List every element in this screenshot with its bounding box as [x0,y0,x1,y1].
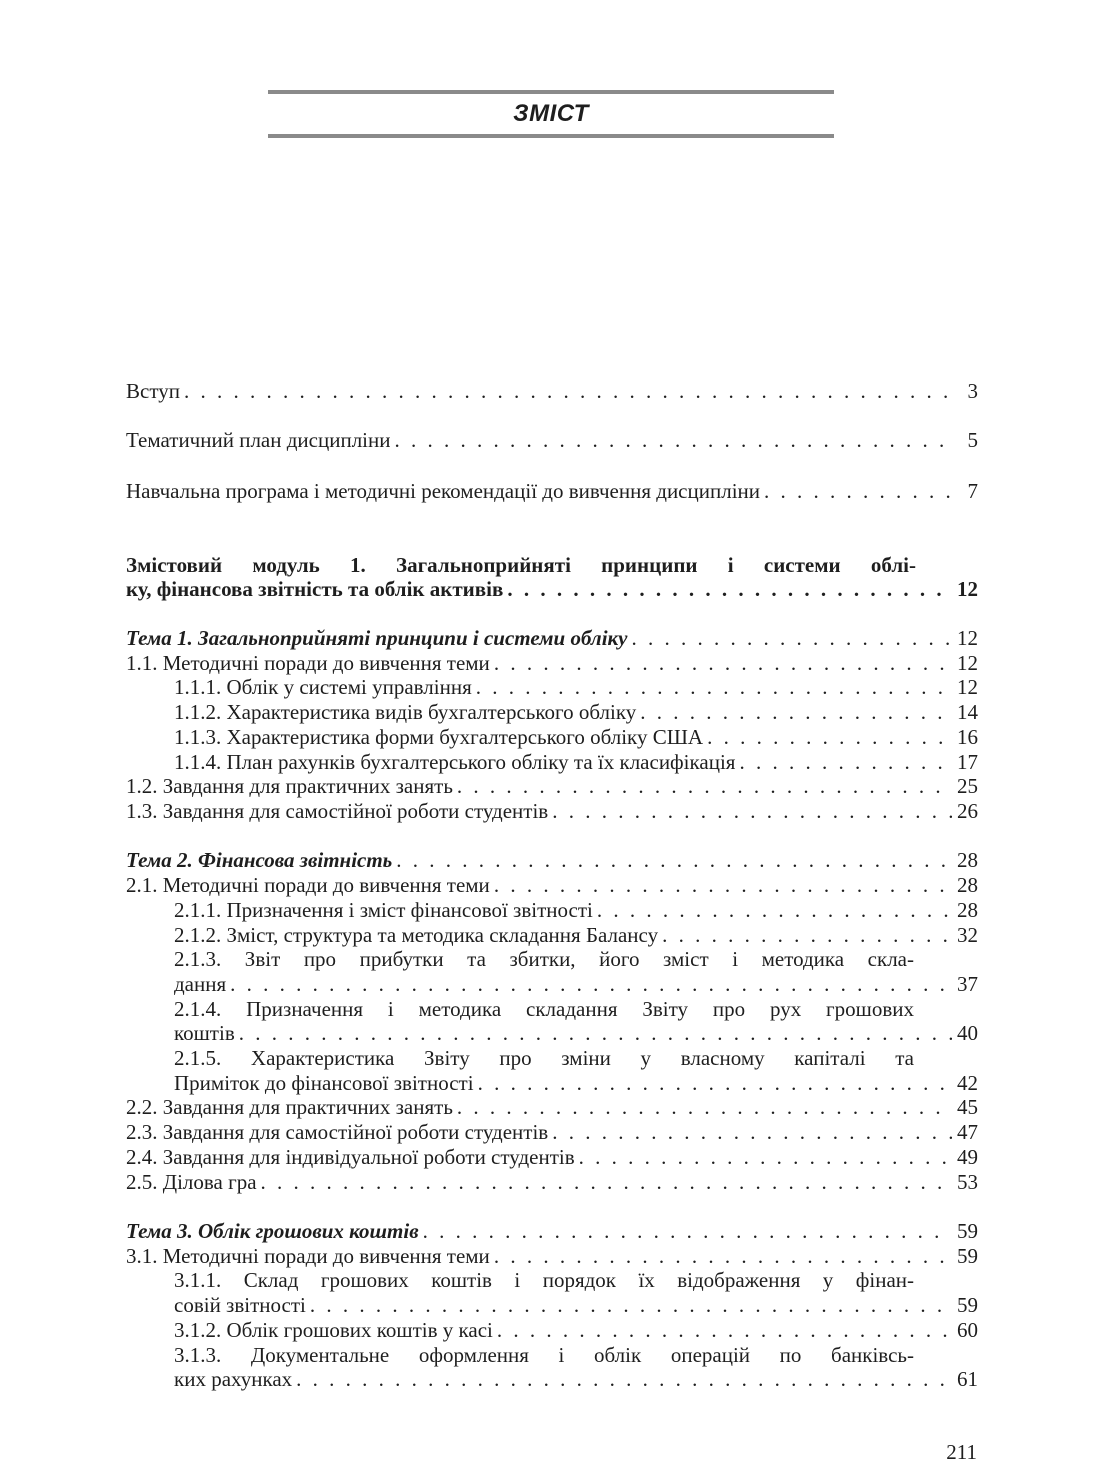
leader-dots [494,651,952,675]
toc-entry-text: 3.1. Методичні поради до вивчення теми [126,1244,490,1268]
toc-page: 14 [957,700,978,724]
toc-page: 12 [957,651,978,675]
toc-entry-text: 1.2. Завдання для практичних занять [126,774,453,798]
toc-page: 28 [957,848,978,872]
toc-page: 40 [957,1021,978,1045]
toc-entry[interactable] [174,1367,978,1391]
toc-page: 25 [957,774,978,798]
toc-entry-text: Навчальна програма і методичні рекомендації до вивчення дисципліни [126,479,761,503]
toc-entry-text: Вступ [126,379,180,403]
toc-entry-text: ких рахунках [174,1367,293,1391]
toc-entry-text: Тема 1. Загальноприйняті принципи і системи обліку [126,626,628,650]
toc-entry-text: 1.1.1. Облік у системі управління [174,675,472,699]
leader-dots [261,1170,952,1194]
toc-page: 47 [957,1120,978,1144]
toc-entry-text: Тема 2. Фінансова звітність [126,848,393,872]
toc-page: 26 [957,799,978,823]
toc-page: 60 [957,1318,978,1342]
leader-dots [395,428,953,452]
leader-dots [497,1318,952,1342]
toc-page: 5 [967,428,978,452]
toc-entry[interactable] [174,923,978,947]
toc-entry-text: 2.1.1. Призначення і зміст фінансової звітності [174,898,593,922]
module-heading-line1: Змістовий модуль 1. Загальноприйняті принципи і системи облі- [126,553,916,577]
toc-page: 28 [957,898,978,922]
toc-entry[interactable] [126,873,978,897]
toc-entry-line1: 2.1.3. Звіт про прибутки та збитки, його зміст і методика скла- [174,947,914,971]
toc-entry-line1: 3.1.3. Документальне оформлення і облік операцій по банківсь- [174,1343,914,1367]
toc-page: 45 [957,1095,978,1119]
toc-entry-text: 2.4. Завдання для індивідуальної роботи студентів [126,1145,575,1169]
leader-dots [739,750,952,774]
toc-page: 12 [957,675,978,699]
toc-entry[interactable] [174,1318,978,1342]
toc-page: 59 [957,1219,978,1243]
toc-entry[interactable] [174,898,978,922]
toc-page: 16 [957,725,978,749]
toc-entry-topic-2[interactable] [126,848,978,872]
toc-entry[interactable] [174,972,978,996]
toc-entry-text: 1.1. Методичні поради до вивчення теми [126,651,490,675]
toc-entry-text: 2.2. Завдання для практичних занять [126,1095,453,1119]
leader-dots [457,1095,952,1119]
bottom-rule [268,134,834,138]
toc-entry-program[interactable] [126,479,978,503]
contents-header [268,90,834,138]
leader-dots [494,873,952,897]
toc-entry-line1: 2.1.5. Характеристика Звіту про зміни у власному капіталі та [174,1046,914,1070]
toc-page: 12 [957,577,978,601]
toc-entry-line1: 3.1.1. Склад грошових коштів і порядок їх відображення у фінан- [174,1268,914,1292]
toc-entry-intro[interactable] [126,379,978,403]
toc-entry-text: 1.1.2. Характеристика видів бухгалтерського обліку [174,700,637,724]
toc-entry-topic-1[interactable] [126,626,978,650]
toc-entry[interactable] [126,651,978,675]
toc-entry-plan[interactable] [126,428,978,452]
leader-dots [597,898,952,922]
toc-page: 12 [957,626,978,650]
toc-entry[interactable] [174,1293,978,1317]
toc-entry-text: Тематичний план дисципліни [126,428,391,452]
toc-page: 32 [957,923,978,947]
toc-entry-module[interactable] [126,577,978,601]
toc-entry[interactable] [174,700,978,724]
toc-entry-line1: 2.1.4. Призначення і методика складання Звіту про рух грошових [174,997,914,1021]
toc-page: 49 [957,1145,978,1169]
leader-dots [476,675,952,699]
leader-dots [552,799,952,823]
leader-dots [507,577,952,601]
toc-entry-text: 2.1. Методичні поради до вивчення теми [126,873,490,897]
leader-dots [296,1367,952,1391]
leader-dots [478,1071,952,1095]
toc-entry-topic-3[interactable] [126,1219,978,1243]
toc-entry-text: 2.1.2. Зміст, структура та методика складання Балансу [174,923,659,947]
leader-dots [184,379,952,403]
toc-entry-text: 1.1.3. Характеристика форми бухгалтерського обліку США [174,725,704,749]
toc-entry-text: дання [174,972,227,996]
toc-entry-text: 3.1.2. Облік грошових коштів у касі [174,1318,493,1342]
toc-entry-text: 1.1.4. План рахунків бухгалтерського обліку та їх класифікація [174,750,736,774]
leader-dots [423,1219,952,1243]
toc-page: 28 [957,873,978,897]
toc-entry-text: ку, фінансова звітність та облік активів [126,577,504,601]
leader-dots [494,1244,952,1268]
toc-page: 7 [967,479,978,503]
leader-dots [552,1120,952,1144]
toc-entry[interactable] [126,1120,978,1144]
leader-dots [662,923,952,947]
leader-dots [457,774,952,798]
toc-entry[interactable] [126,799,978,823]
leader-dots [707,725,952,749]
toc-entry-text: Приміток до фінансової звітності [174,1071,474,1095]
toc-entry[interactable] [174,750,978,774]
toc-entry[interactable] [126,774,978,798]
toc-page: 59 [957,1293,978,1317]
toc-page: 42 [957,1071,978,1095]
toc-entry[interactable] [174,725,978,749]
toc-entry-text: 2.5. Ділова гра [126,1170,257,1194]
toc-entry[interactable] [126,1170,978,1194]
toc-entry[interactable] [126,1145,978,1169]
leader-dots [310,1293,952,1317]
leader-dots [764,479,952,503]
leader-dots [230,972,952,996]
toc-page: 17 [957,750,978,774]
toc-entry-text: совій звітності [174,1293,306,1317]
leader-dots [632,626,953,650]
leader-dots [579,1145,952,1169]
toc-page: 59 [957,1244,978,1268]
toc-entry-text: 2.3. Завдання для самостійної роботи студентів [126,1120,549,1144]
toc-entry[interactable] [126,1244,978,1268]
toc-entry[interactable] [174,1071,978,1095]
toc-page: 53 [957,1170,978,1194]
toc-entry[interactable] [126,1095,978,1119]
toc-page: 37 [957,972,978,996]
page-number: 211 [946,1440,977,1464]
leader-dots [239,1021,952,1045]
toc-entry-text: коштів [174,1021,235,1045]
toc-entry[interactable] [174,675,978,699]
toc-entry-text: Тема 3. Облік грошових коштів [126,1219,419,1243]
toc-entry[interactable] [174,1021,978,1045]
leader-dots [396,848,952,872]
toc-page: 61 [957,1367,978,1391]
page-title: ЗМІСТ [513,100,589,127]
toc-page: 3 [967,379,978,403]
toc-entry-text: 1.3. Завдання для самостійної роботи студентів [126,799,549,823]
leader-dots [640,700,952,724]
